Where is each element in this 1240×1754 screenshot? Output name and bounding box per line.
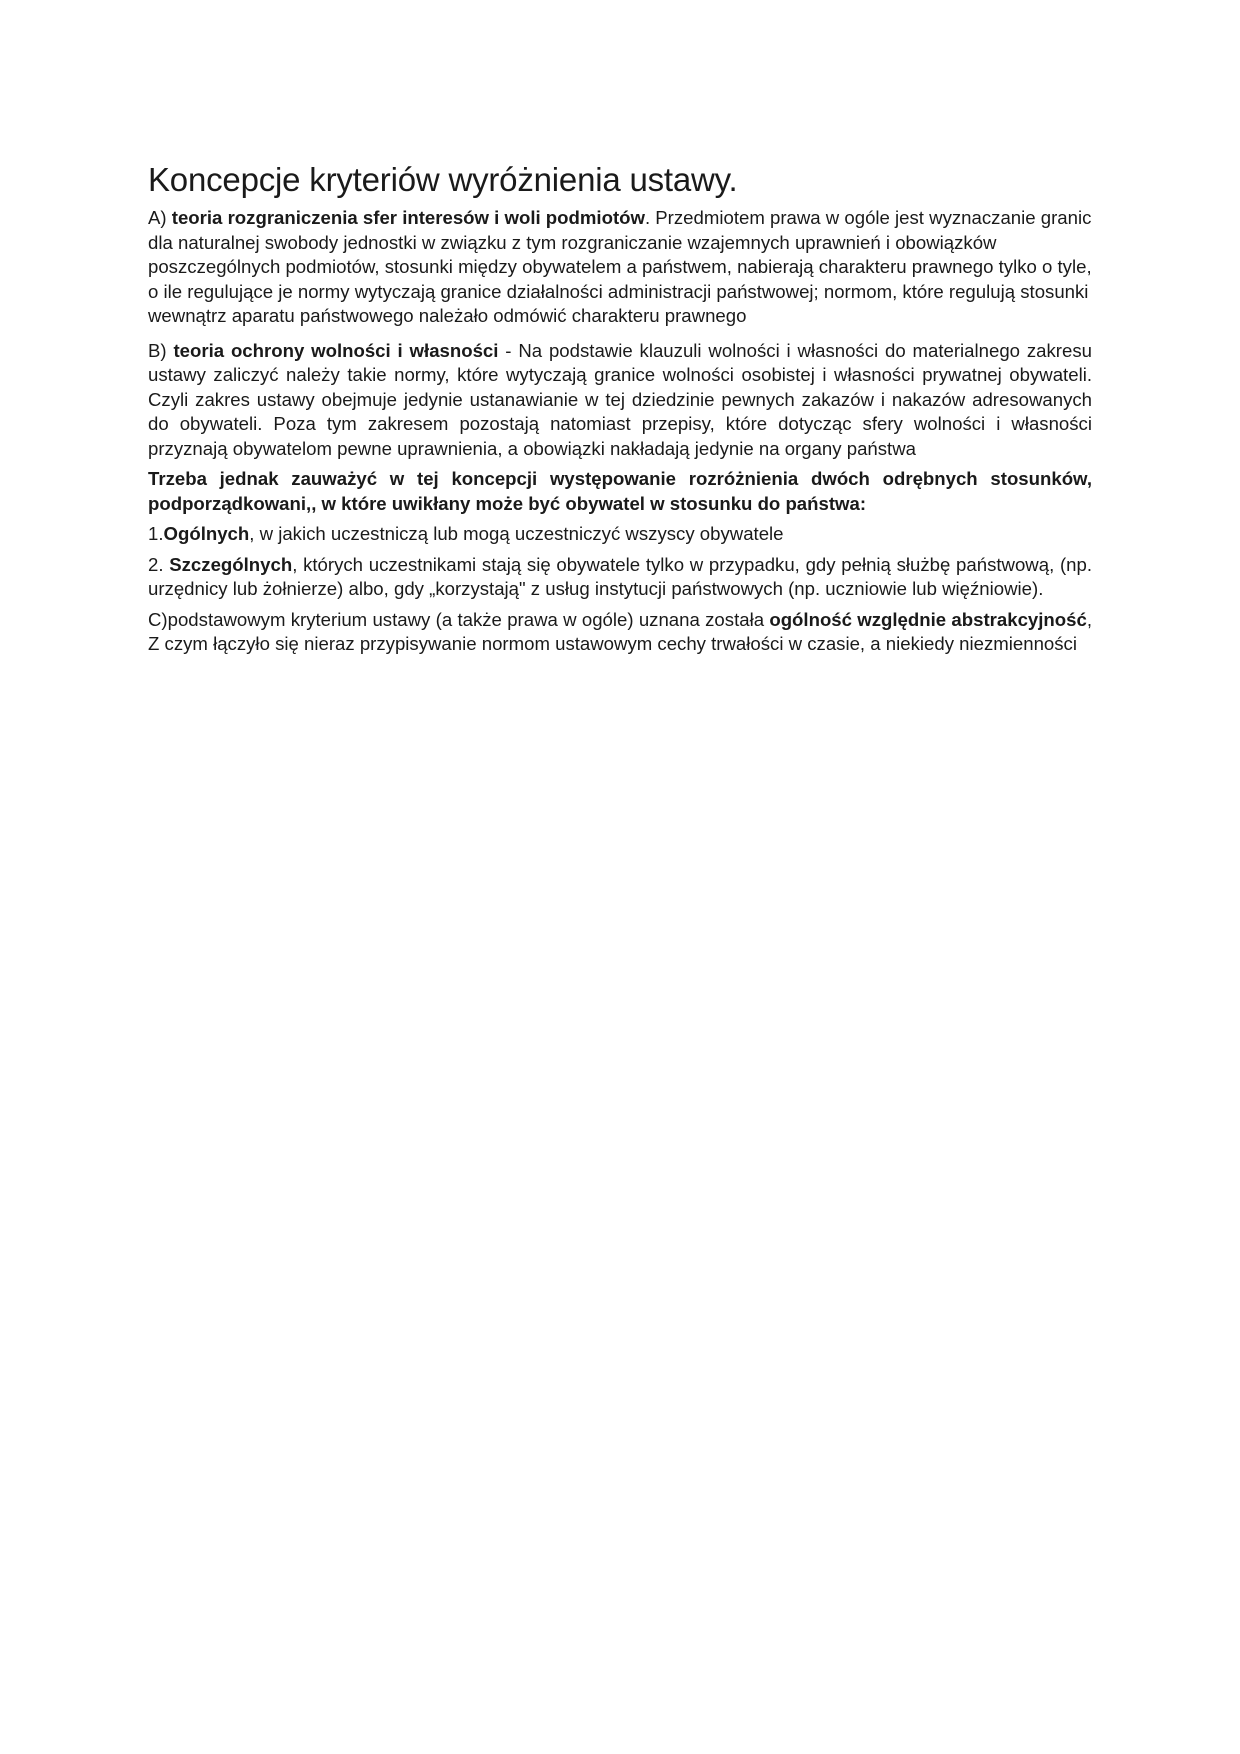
document-page (148, 160, 1092, 667)
paragraph-note-text: Trzeba jednak zauważyć w tej koncepcji występowanie rozróżnienia dwóch odrębnych stosunków, podporządkowani,, w które uwikłany może być obywatel w stosunku do państwa: (148, 468, 1092, 514)
paragraph-b-prefix: B) (148, 339, 174, 361)
paragraph-b-text: - Na podstawie klauzuli wolności i własności do materialnego zakresu ustawy zaliczyć należy takie normy, które wytyczają granice wolności osobistej i własności prywatnej obywateli. Czyli zakres ustawy obejmuje jedynie ustanawianie w tej dziedzinie pewnych zakazów i nakazów adresowanych do obywateli. Poza tym zakresem pozostają natomiast przepisy, które dotycząc sfery wolności i własności przyznają obywatelom pewne uprawnienia, a obowiązki nakładają jedynie na organy państwa (148, 339, 1092, 459)
paragraph-note (148, 467, 1092, 516)
list-item-2 (148, 553, 1092, 602)
paragraph-c (148, 608, 1092, 657)
list-item-1-text: , w jakich uczestniczą lub mogą uczestniczyć wszyscy obywatele (249, 523, 784, 544)
paragraph-a-heading: teoria rozgraniczenia sfer interesów i woli podmiotów (171, 207, 645, 228)
paragraph-b-heading: teoria ochrony wolności i własności (173, 339, 499, 361)
paragraph-a-prefix: A) (148, 207, 172, 228)
paragraph-c-text-after: , Z czym łączyło się nieraz przypisywanie normom ustawowym cechy trwałości w czasie, a niekiedy niezmienności (148, 608, 1092, 654)
list-item-2-text: , których uczestnikami stają się obywatele tylko w przypadku, gdy pełnią służbę państwową, (np. urzędnicy lub żołnierze) albo, gdy „korzystają" z usług instytucji państwowych (np. uczniowie lub więźniowie). (148, 553, 1092, 599)
paragraph-c-heading: ogólność względnie abstrakcyjność (769, 608, 1087, 630)
paragraph-b (148, 339, 1092, 462)
document-title: Koncepcje kryteriów wyróżnienia ustawy. (148, 161, 738, 198)
paragraph-a-text: . Przedmiotem prawa w ogóle jest wyznaczanie granic dla naturalnej swobody jednostki w związku z tym rozgraniczanie wzajemnych uprawnień i obowiązków poszczególnych podmiotów, stosunki między obywatelem a państwem, nabierają charakteru prawnego tylko o tyle, o ile regulujące je normy wytyczają granice działalności administracji państwowej; normom, które regulują stosunki wewnątrz aparatu państwowego należało odmówić charakteru prawnego (148, 207, 1092, 326)
paragraph-a (148, 206, 1092, 329)
list-item-2-heading: Szczególnych (169, 553, 293, 575)
list-item-1-heading: Ogólnych (163, 523, 250, 544)
paragraph-c-text-before: C)podstawowym kryterium ustawy (a także prawa w ogóle) uznana została (148, 608, 770, 630)
list-item-2-prefix: 2. (148, 553, 170, 575)
list-item-1 (148, 522, 1092, 547)
list-item-1-prefix: 1. (148, 523, 164, 544)
